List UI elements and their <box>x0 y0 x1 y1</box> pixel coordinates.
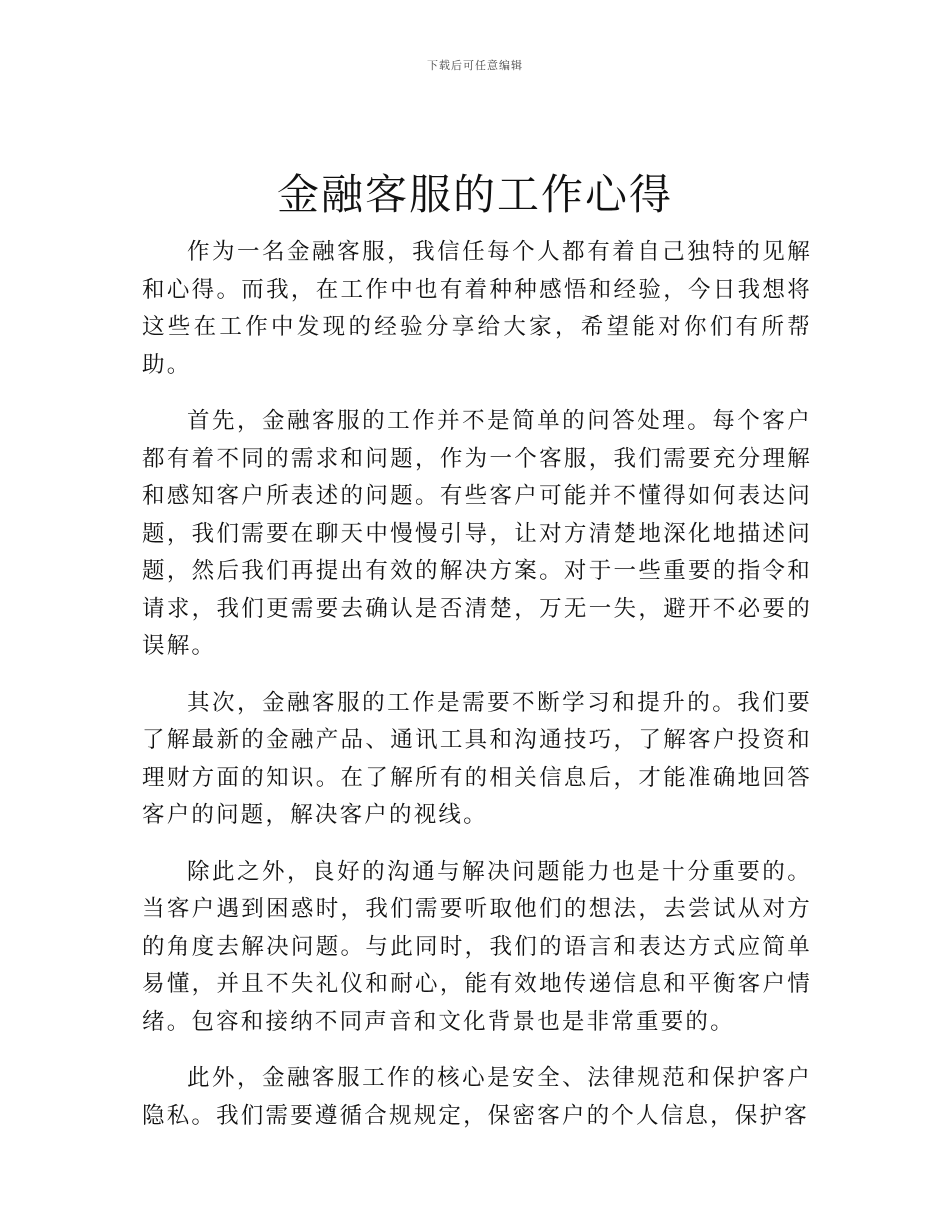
document-title: 金融客服的工作心得 <box>276 170 673 219</box>
header-note: 下载后可任意编辑 <box>427 59 523 72</box>
paragraph-5: 此外，金融客服工作的核心是安全、法律规范和保护客户隐私。我们需要遵循合规规定，保密客户的个人信息，保护客 <box>142 1065 812 1129</box>
paragraph-2: 首先，金融客服的工作并不是简单的问答处理。每个客户都有着不同的需求和问题，作为一个客服，我们需要充分理解和感知客户所表述的问题。有些客户可能并不懂得如何表达问题，我们需要在聊天中慢慢引导，让对方清楚地深化地描述问题，然后我们再提出有效的解决方案。对于一些重要的指令和请求，我们更需要去确认是否清楚，万无一失，避开不必要的误解。 <box>142 408 812 659</box>
document-body <box>142 234 812 1154</box>
paragraph-3: 其次，金融客服的工作是需要不断学习和提升的。我们要了解最新的金融产品、通讯工具和沟通技巧，了解客户投资和理财方面的知识。在了解所有的相关信息后，才能准确地回答客户的问题，解决客户的视线。 <box>142 689 812 828</box>
paragraph-4: 除此之外，良好的沟通与解决问题能力也是十分重要的。当客户遇到困惑时，我们需要听取他们的想法，去尝试从对方的角度去解决问题。与此同时，我们的语言和表达方式应简单易懂，并且不失礼仪和耐心，能有效地传递信息和平衡客户情绪。包容和接纳不同声音和文化背景也是非常重要的。 <box>142 858 812 1035</box>
paragraph-1: 作为一名金融客服，我信任每个人都有着自己独特的见解和心得。而我，在工作中也有着种种感悟和经验，今日我想将这些在工作中发现的经验分享给大家，希望能对你们有所帮助。 <box>142 239 812 378</box>
